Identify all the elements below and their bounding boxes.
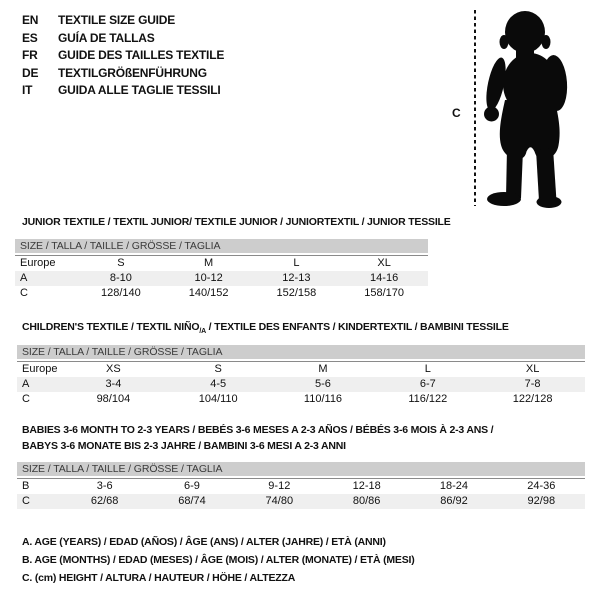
row-label-cell: Europe [20, 257, 56, 270]
size-cell: XL [525, 363, 540, 376]
size-cell: 7-8 [524, 378, 541, 390]
size-cell: 92/98 [527, 495, 556, 507]
height-measure-dashed-line [474, 10, 476, 206]
note-line: C. (cm) HEIGHT / ALTURA / HAUTEUR / HÖHE / ALTEZZA [22, 572, 296, 584]
babies-title-line2: BABYS 3-6 MONATE BIS 2-3 JAHRE / BAMBINI 3-6 MESI A 2-3 ANNI [22, 440, 346, 452]
size-cell: 8-10 [109, 272, 132, 284]
size-cell: 86/92 [440, 495, 468, 507]
table-row [15, 286, 428, 301]
note-line: A. AGE (YEARS) / EDAD (AÑOS) / ÂGE (ANS) / ALTER (JAHRE) / ETÀ (ANNI) [22, 536, 386, 548]
size-cell: 4-5 [210, 378, 227, 390]
size-header-bar: SIZE / TALLA / TAILLE / GRÖSSE / TAGLIA [15, 239, 428, 253]
language-code: FR [22, 48, 38, 62]
size-cell: 6-9 [184, 480, 200, 493]
children-table [17, 361, 585, 407]
babies-title-line1: BABIES 3-6 MONTH TO 2-3 YEARS / BEBÉS 3-6 MESES A 2-3 AÑOS / BÉBÉS 3-6 MOIS À 2-3 ANS / [22, 424, 494, 436]
language-row [22, 12, 224, 30]
size-cell: 122/128 [512, 393, 553, 405]
language-row [22, 47, 224, 65]
row-label-cell: A [20, 272, 28, 284]
row-label-cell: C [22, 495, 30, 507]
size-cell: 104/110 [198, 393, 238, 405]
size-cell: XS [106, 363, 121, 376]
size-cell: 3-4 [105, 378, 122, 390]
language-label: TEXTILGRÖßENFÜHRUNG [58, 65, 207, 80]
language-row [22, 30, 224, 48]
language-label: GUIDA ALLE TAGLIE TESSILI [58, 83, 221, 97]
size-cell: XL [377, 257, 391, 270]
row-label-cell: C [20, 287, 28, 299]
size-cell: 158/170 [364, 287, 404, 299]
size-cell: 98/104 [96, 393, 131, 405]
size-cell: 128/140 [100, 287, 141, 299]
size-cell: 140/152 [188, 287, 229, 299]
measure-label-c: C [452, 106, 461, 120]
children-title-prefix: CHILDREN'S TEXTILE / TEXTIL NIÑO [22, 321, 200, 333]
language-row [22, 65, 224, 83]
toddler-silhouette [478, 8, 578, 208]
size-cell: M [204, 257, 214, 270]
children-section-title [22, 321, 509, 335]
size-cell: M [318, 363, 328, 376]
table-row [15, 271, 428, 286]
row-label-cell: A [22, 378, 30, 390]
size-cell: 3-6 [96, 480, 113, 493]
babies-section-title [22, 422, 493, 454]
language-code: EN [22, 13, 39, 27]
size-cell: S [214, 363, 222, 376]
size-cell: 110/116 [303, 393, 343, 405]
size-header-bar: SIZE / TALLA / TAILLE / GRÖSSE / TAGLIA [17, 345, 585, 359]
size-cell: 152/158 [276, 287, 317, 299]
language-label: GUIDE DES TAILLES TEXTILE [58, 48, 225, 62]
language-label: GUÍA DE TALLAS [58, 30, 155, 45]
size-cell: L [293, 257, 300, 270]
size-cell: S [117, 257, 125, 270]
size-cell: 5-6 [315, 378, 331, 390]
size-cell: 12-18 [352, 480, 381, 493]
size-cell: 10-12 [194, 272, 223, 284]
size-cell: 62/68 [90, 495, 119, 507]
language-code: ES [22, 30, 38, 45]
children-title-suffix: / TEXTILE DES ENFANTS / KINDERTEXTIL / BAMBINI TESSILE [205, 321, 509, 333]
language-row [22, 82, 224, 100]
junior-section-title: JUNIOR TEXTILE / TEXTIL JUNIOR/ TEXTILE JUNIOR / JUNIORTEXTIL / JUNIOR TESSILE [22, 216, 451, 228]
row-label-cell: Europe [22, 363, 58, 376]
row-label-cell: B [22, 480, 30, 493]
size-cell: 116/122 [408, 393, 448, 405]
table-row [17, 494, 585, 509]
table-row [17, 362, 585, 377]
size-cell: 14-16 [370, 272, 399, 284]
children-title-sub: /A [199, 328, 206, 336]
table-row [17, 479, 585, 494]
size-cell: 24-36 [527, 480, 556, 493]
size-cell: 12-13 [282, 272, 311, 284]
size-cell: 80/86 [352, 495, 381, 507]
note-line: B. AGE (MONTHS) / EDAD (MESES) / ÂGE (MOIS) / ALTER (MONATE) / ETÀ (MESI) [22, 554, 415, 566]
size-cell: 18-24 [439, 480, 469, 493]
language-guide [22, 12, 224, 100]
language-code: DE [22, 65, 39, 80]
size-cell: L [424, 363, 431, 376]
row-label-cell: C [22, 393, 30, 405]
legend-notes [22, 533, 415, 587]
size-cell: 74/80 [265, 495, 294, 507]
size-cell: 6-7 [419, 378, 436, 390]
babies-table [17, 478, 585, 509]
size-cell: 9-12 [268, 480, 291, 493]
junior-table [15, 255, 428, 301]
table-row [15, 256, 428, 271]
table-row [17, 377, 585, 392]
size-header-bar: SIZE / TALLA / TAILLE / GRÖSSE / TAGLIA [17, 462, 585, 476]
table-row [17, 392, 585, 407]
size-cell: 68/74 [178, 495, 206, 507]
language-code: IT [22, 83, 33, 97]
language-label: TEXTILE SIZE GUIDE [58, 13, 176, 27]
